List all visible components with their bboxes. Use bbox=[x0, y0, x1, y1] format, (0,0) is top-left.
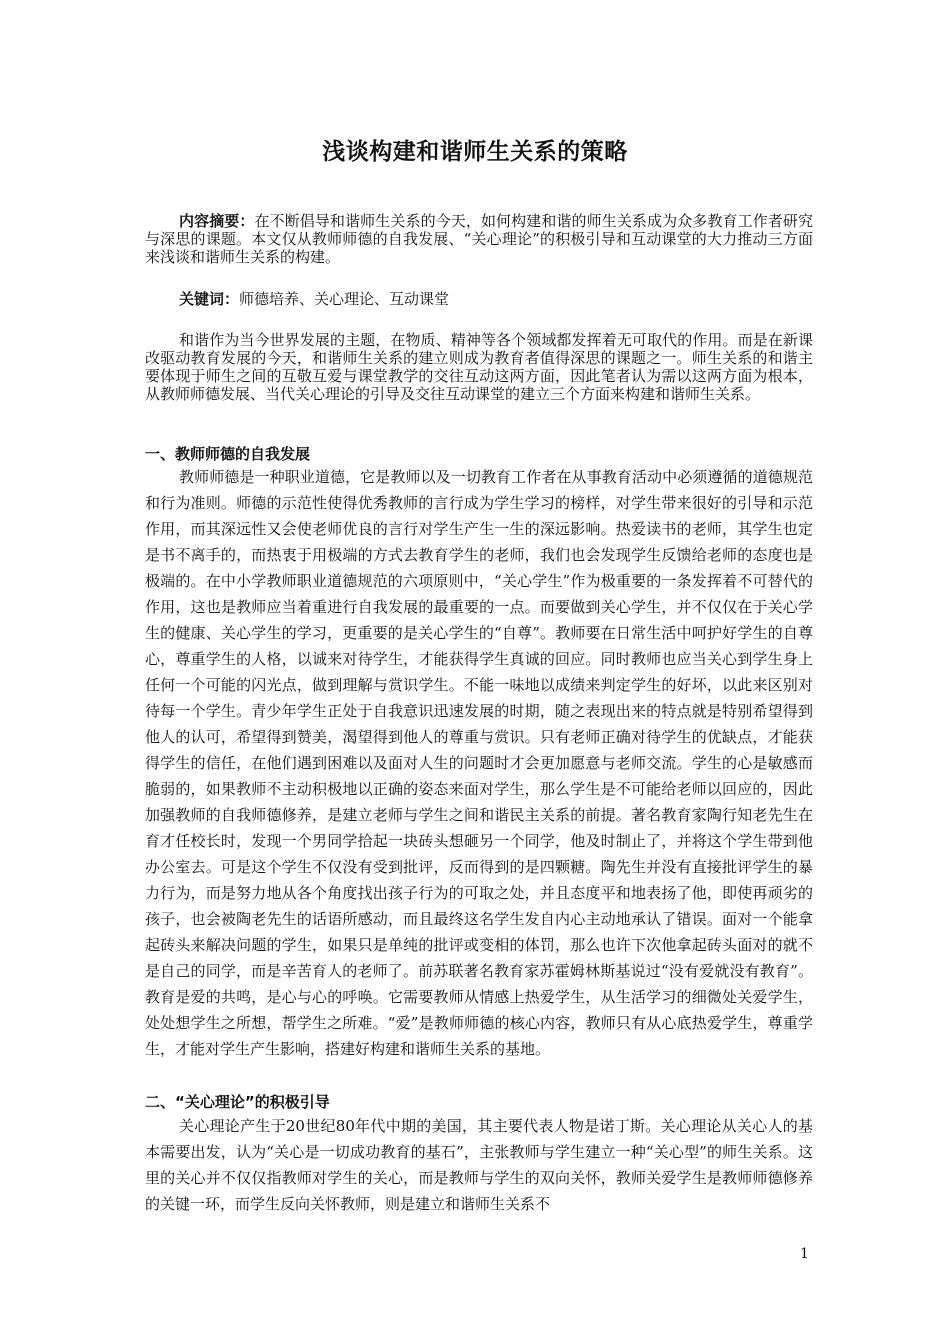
page-number: 1 bbox=[800, 1246, 809, 1262]
keywords-label: 关键词： bbox=[179, 290, 240, 308]
keywords-paragraph bbox=[145, 290, 813, 308]
intro-paragraph: 和谐作为当今世界发展的主题，在物质、精神等各个领域都发挥着无可取代的作用。而是在新课改驱动教育发展的今天，和谐师生关系的建立则成为教育者值得深思的课题之一。师生关系的和谐主要体现于师生之间的互敬互爱与课堂教学的交往互动这两方面，因此笔者认为需以这两方面为根本，从教师师德发展、当代关心理论的引导及交往互动课堂的建立三个方面来构建和谐师生关系。 bbox=[145, 331, 813, 403]
section-2-body: 关心理论产生于20世纪80年代中期的美国，其主要代表人物是诺丁斯。关心理论从关心人的基本需要出发，认为“关心是一切成功教育的基石”，主张教师与学生建立一种“关心型”的师生关系。这里的关心并不仅仅指教师对学生的关心，而是教师与学生的双向关怀，教师关爱学生是教师师德修养的关键一环，而学生反向关怀教师，则是建立和谐师生关系不 bbox=[145, 1117, 813, 1213]
keywords-text: 师德培养、关心理论、互动课堂 bbox=[239, 290, 450, 308]
section-1-heading: 一、教师师德的自我发展 bbox=[145, 445, 311, 463]
abstract-paragraph bbox=[145, 212, 813, 266]
section-2-heading: 二、“关心理论”的积极引导 bbox=[145, 1093, 330, 1111]
abstract-text: 在不断倡导和谐师生关系的今天，如何构建和谐的师生关系成为众多教育工作者研究与深思的课题。本文仅从教师师德的自我发展、“关心理论”的积极引导和互动课堂的大力推动三方面来浅谈和谐师生关系的构建。 bbox=[145, 212, 813, 266]
document-title: 浅谈构建和谐师生关系的策略 bbox=[322, 139, 628, 165]
abstract-label: 内容摘要： bbox=[179, 212, 255, 230]
section-1-body: 教师师德是一种职业道德，它是教师以及一切教育工作者在从事教育活动中必须遵循的道德规范和行为准则。师德的示范性使得优秀教师的言行成为学生学习的榜样，对学生带来很好的引导和示范作用，而其深远性又会使老师优良的言行对学生产生一生的深远影响。热爱读书的老师，其学生也定是书不离手的，而热衷于用极端的方式去教育学生的老师，我们也会发现学生反馈给老师的态度也是极端的。在中小学教师职业道德规范的六项原则中，“关心学生”作为极重要的一条发挥着不可替代的作用，这也是教师应当着重进行自我发展的最重要的一点。而要做到关心学生，并不仅仅在于关心学生的健康、关心学生的学习，更重要的是关心学生的“自尊”。教师要在日常生活中呵护好学生的自尊心，尊重学生的人格，以诚来对待学生，才能获得学生真诚的回应。同时教师也应当关心到学生身上任何一个可能的闪光点，做到理解与赏识学生。不能一味地以成绩来判定学生的好坏，以此来区别对待每一个学生。青少年学生正处于自我意识迅速发展的时期，随之表现出来的特点就是特别希望得到他人的认可，希望得到赞美，渴望得到他人的尊重与赏识。只有老师正确对待学生的优缺点，才能获得学生的信任，在他们遇到困难以及面对人生的问题时才会更加愿意与老师交流。学生的心是敏感而脆弱的，如果教师不主动积极地以正确的姿态来面对学生，那么学生是不可能给老师以回应的，因此加强教师的自我师德修养，是建立老师与学生之间和谐民主关系的前提。著名教育家陶行知老先生在育才任校长时，发现一个男同学拾起一块砖头想砸另一个同学，他及时制止了，并将这个学生带到他办公室去。可是这个学生不仅没有受到批评，反而得到的是四颗糖。陶先生并没有直接批评学生的暴力行为，而是努力地从各个角度找出孩子行为的可取之处，并且态度平和地表扬了他，即使再顽劣的孩子，也会被陶老先生的话语所感动，而且最终这名学生发自内心主动地承认了错误。面对一个能拿起砖头来解决问题的学生，如果只是单纯的批评或变相的体罚，那么也许下次他拿起砖头面对的就不是自己的同学，而是辛苦育人的老师了。前苏联著名教育家苏霍姆林斯基说过“没有爱就没有教育”。教育是爱的共鸣，是心与心的呼唤。它需要教师从情感上热爱学生，从生活学习的细微处关爱学生，处处想学生之所想，帮学生之所难。“爱”是教师师德的核心内容，教师只有从心底热爱学生，尊重学生，才能对学生产生影响，搭建好构建和谐师生关系的基地。 bbox=[145, 468, 813, 1058]
